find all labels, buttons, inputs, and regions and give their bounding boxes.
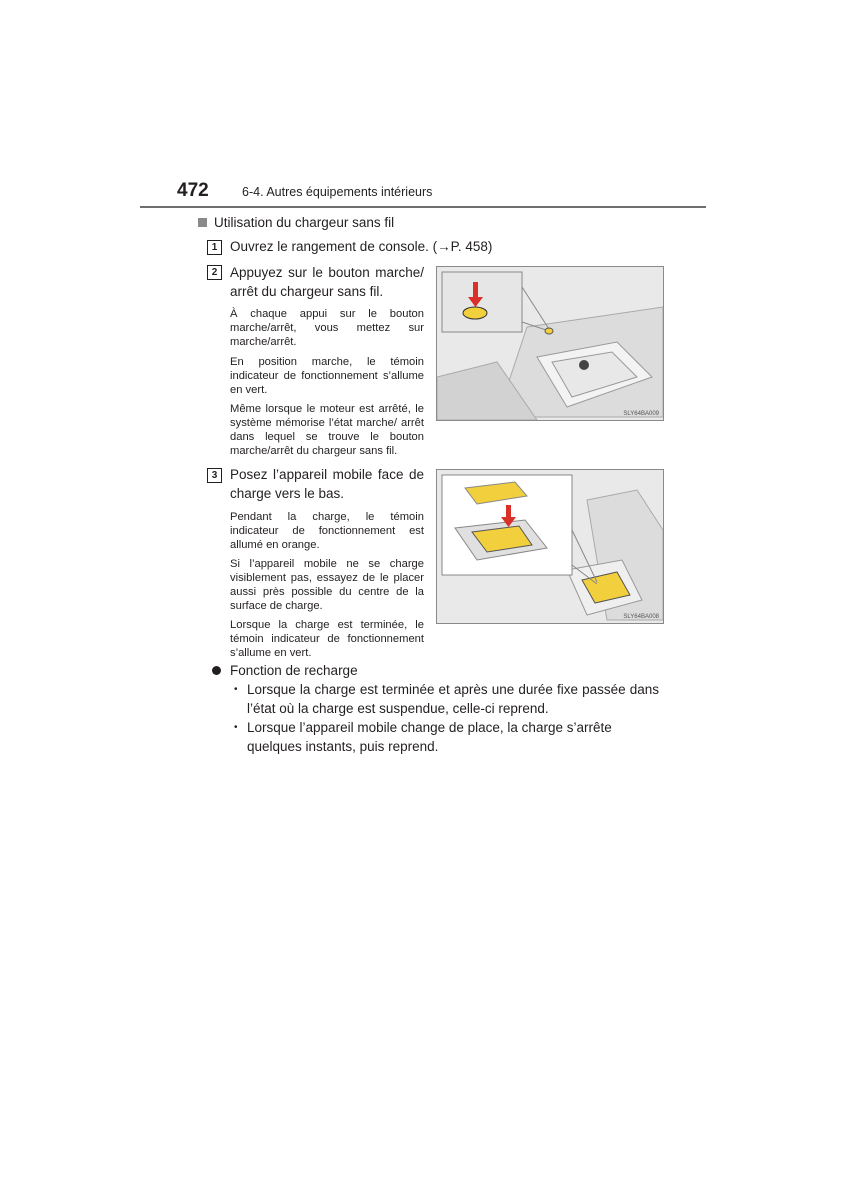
step-3-text: Posez l’appareil mobile face de charge vers le bas. — [230, 467, 424, 501]
step-3-note: Pendant la charge, le témoin indicateur de fonctionnement est allumé en orange. — [230, 511, 424, 551]
recharge-heading — [212, 661, 358, 680]
step-2-text: Appuyez sur le bouton marche/ arrêt du chargeur sans fil. — [230, 265, 424, 299]
place-device-illustration — [436, 469, 664, 624]
recharge-item-text: Lorsque l’appareil mobile change de place, la charge s’arrête quelques instants, puis reprend. — [247, 720, 612, 754]
console-illustration-graphic — [437, 267, 663, 420]
recharge-item — [234, 718, 659, 756]
step-2-note: À chaque appui sur le bouton marche/arrêt, vous mettez sur marche/arrêt. — [230, 308, 424, 348]
figure-code: SLY64BA009 — [623, 411, 659, 417]
square-bullet-icon — [198, 218, 207, 227]
step-2-note: Même lorsque le moteur est arrêté, le système mémorise l’état marche/ arrêt dans lequel se trouve le bouton marche/arrêt du chargeur sans fil. — [230, 403, 424, 457]
step-number-2: 2 — [207, 265, 222, 280]
step-3-note: Si l’appareil mobile ne se charge visiblement pas, essayez de le placer aussi près possible du centre de la surface de charge. — [230, 558, 424, 612]
step-1-text: Ouvrez le rangement de console. (→P. 458) — [230, 239, 493, 254]
figure-code: SLY64BA008 — [623, 614, 659, 620]
step-2-note: En position marche, le témoin indicateur de fonctionnement s’allume en vert. — [230, 356, 424, 396]
section-title: 6-4. Autres équipements intérieurs — [242, 185, 433, 199]
section-heading — [198, 215, 394, 230]
round-bullet-icon — [212, 666, 221, 675]
step-number-1: 1 — [207, 240, 222, 255]
recharge-title: Fonction de recharge — [230, 663, 358, 678]
header-divider — [140, 206, 706, 208]
console-button-illustration — [436, 266, 664, 421]
step-number-3: 3 — [207, 468, 222, 483]
recharge-item-text: Lorsque la charge est terminée et après une durée fixe passée dans l’état où la charge est suspendue, celle-ci reprend. — [247, 682, 659, 716]
device-illustration-graphic — [437, 470, 663, 623]
bullet-dot: • — [234, 722, 238, 733]
bullet-dot: • — [234, 684, 238, 695]
page-number: 472 — [177, 180, 209, 201]
heading-text: Utilisation du chargeur sans fil — [214, 215, 395, 230]
step-3-note: Lorsque la charge est terminée, le témoin indicateur de fonctionnement s’allume en vert. — [230, 619, 424, 659]
recharge-item — [234, 680, 659, 718]
